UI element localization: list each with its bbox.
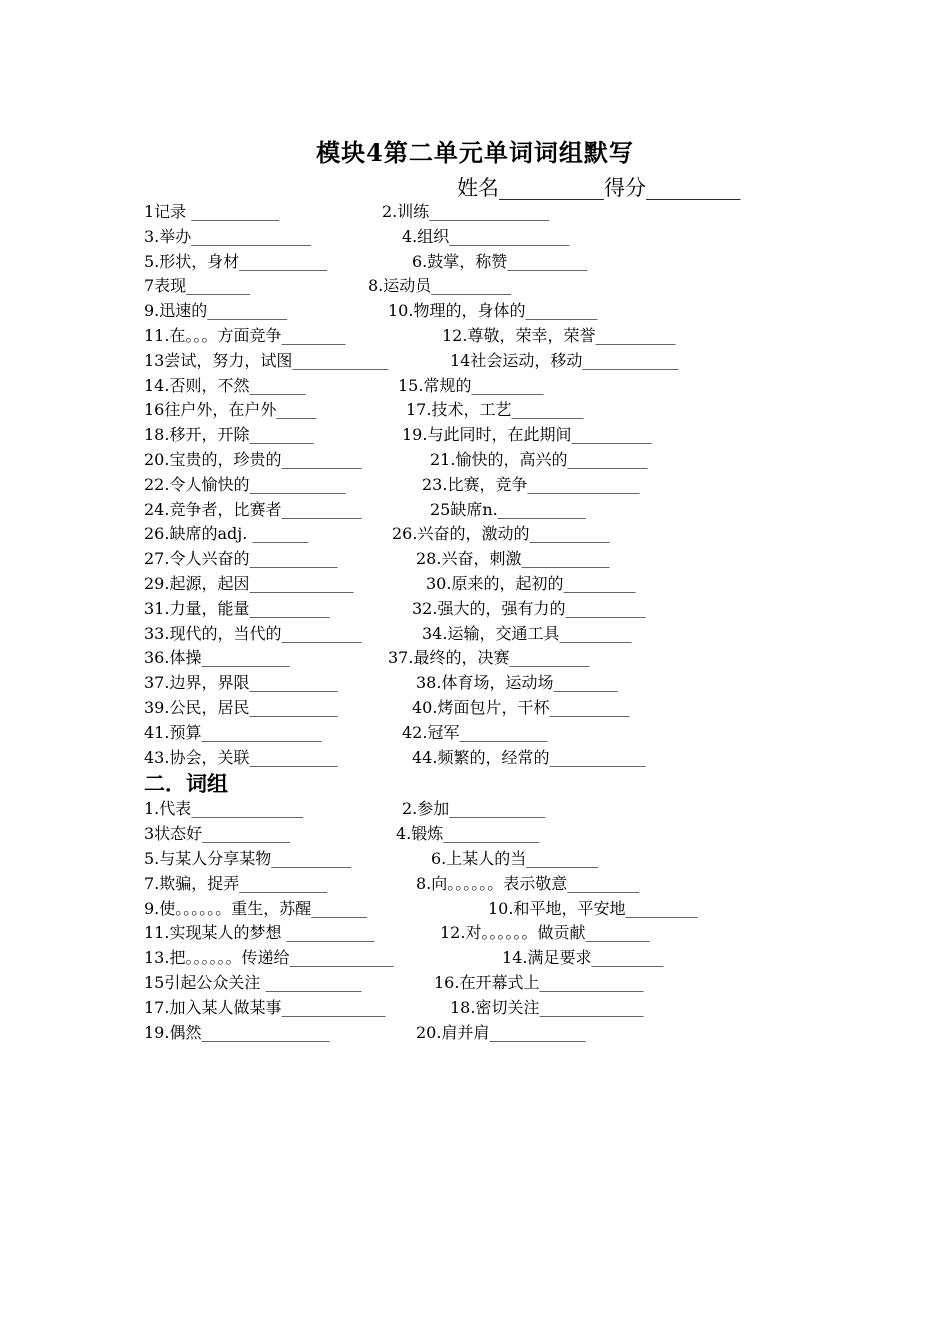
phrase-item: 4.锻炼____________ xyxy=(396,824,540,844)
word-row xyxy=(144,423,652,448)
phrase-item: 3状态好___________ xyxy=(144,824,291,844)
word-item: 43.协会，关联___________ xyxy=(144,747,338,767)
word-item: 40.烤面包片，干杯__________ xyxy=(412,697,630,717)
word-row xyxy=(144,225,570,250)
word-item: 14.否则，不然_______ xyxy=(144,375,306,395)
words-section xyxy=(144,200,679,770)
word-item: 11.在。。。方面竞争________ xyxy=(144,325,346,345)
phrases-section xyxy=(144,797,698,1045)
word-row xyxy=(144,200,550,225)
word-row xyxy=(144,274,512,299)
word-item: 15.常规的_________ xyxy=(398,375,544,395)
word-item: 25缺席n.___________ xyxy=(430,499,586,519)
word-row xyxy=(144,522,610,547)
word-item: 34.运输，交通工具_________ xyxy=(422,623,632,643)
word-row xyxy=(144,572,636,597)
word-item: 21.愉快的，高兴的__________ xyxy=(430,449,648,469)
phrase-item: 6.上某人的当_________ xyxy=(431,848,599,868)
phrase-row xyxy=(144,921,650,946)
word-item: 33.现代的，当代的__________ xyxy=(144,623,362,643)
word-row xyxy=(144,622,632,647)
word-item: 4.组织_______________ xyxy=(402,226,570,246)
word-row xyxy=(144,671,618,696)
word-row xyxy=(144,349,679,374)
word-item: 8.运动员__________ xyxy=(368,276,512,296)
phrase-item: 16.在开幕式上_____________ xyxy=(434,972,644,992)
word-item: 44.频繁的，经常的____________ xyxy=(412,747,646,767)
phrase-item: 12.对。。。。。。做贡献________ xyxy=(440,923,650,943)
phrase-item: 11.实现某人的梦想 ___________ xyxy=(144,923,375,943)
word-item: 37.边界，界限___________ xyxy=(144,673,338,693)
phrase-item: 20.肩并肩____________ xyxy=(416,1022,586,1042)
word-row xyxy=(144,448,648,473)
word-row xyxy=(144,547,610,572)
phrase-item: 15引起公众关注 ____________ xyxy=(144,972,362,992)
section-title-phrases: 二．词组 xyxy=(144,771,228,797)
word-item: 30.原来的，起初的_________ xyxy=(426,573,636,593)
word-row xyxy=(144,646,590,671)
word-row xyxy=(144,374,544,399)
phrase-row xyxy=(144,946,664,971)
phrase-item: 1.代表______________ xyxy=(144,799,304,819)
phrase-row xyxy=(144,971,644,996)
word-item: 10.物理的，身体的_________ xyxy=(388,301,598,321)
word-row xyxy=(144,324,676,349)
word-item: 3.举办_______________ xyxy=(144,226,312,246)
word-row xyxy=(144,696,630,721)
phrase-row xyxy=(144,996,644,1021)
phrase-item: 5.与某人分享某物__________ xyxy=(144,848,352,868)
word-item: 5.形状，身材___________ xyxy=(144,251,328,271)
word-item: 9.迅速的__________ xyxy=(144,301,288,321)
phrase-item: 13.把。。。。。。传递给_____________ xyxy=(144,948,394,968)
phrase-item: 10.和平地，平安地_________ xyxy=(488,898,698,918)
word-item: 24.竞争者，比赛者__________ xyxy=(144,499,362,519)
word-row xyxy=(144,721,548,746)
word-item: 37.最终的，决赛__________ xyxy=(388,648,590,668)
phrase-item: 17.加入某人做某事_____________ xyxy=(144,997,386,1017)
word-item: 17.技术，工艺_________ xyxy=(406,400,584,420)
word-item: 26.缺席的adj. _______ xyxy=(144,524,309,544)
word-item: 22.令人愉快的____________ xyxy=(144,474,346,494)
phrase-row xyxy=(144,822,540,847)
phrase-item: 18.密切关注_____________ xyxy=(450,997,644,1017)
word-item: 29.起源，起因_____________ xyxy=(144,573,354,593)
name-score-line: 姓名__________得分_________ xyxy=(457,176,741,200)
phrase-row xyxy=(144,797,546,822)
phrase-row xyxy=(144,847,599,872)
word-item: 36.体操___________ xyxy=(144,648,290,668)
word-item: 13尝试，努力，试图____________ xyxy=(144,350,389,370)
word-item: 7表现________ xyxy=(144,276,251,296)
word-item: 14社会运动，移动____________ xyxy=(450,350,679,370)
word-item: 20.宝贵的，珍贵的__________ xyxy=(144,449,362,469)
page-title: 模块4第二单元单词词组默写 xyxy=(316,138,634,167)
word-item: 6.鼓掌，称赞__________ xyxy=(412,251,588,271)
word-item: 42.冠军___________ xyxy=(402,722,548,742)
word-item: 28.兴奋，刺激___________ xyxy=(416,549,610,569)
word-row xyxy=(144,250,588,275)
word-item: 23.比赛，竞争______________ xyxy=(422,474,640,494)
word-item: 16往户外，在户外_____ xyxy=(144,400,317,420)
word-item: 19.与此同时，在此期间__________ xyxy=(402,425,652,445)
phrase-row xyxy=(144,897,698,922)
word-item: 39.公民，居民___________ xyxy=(144,697,338,717)
word-item: 12.尊敬，荣幸，荣誉__________ xyxy=(442,325,676,345)
phrase-row xyxy=(144,1021,586,1046)
phrase-item: 19.偶然________________ xyxy=(144,1022,330,1042)
word-item: 1记录 ___________ xyxy=(144,202,280,221)
word-item: 31.力量，能量__________ xyxy=(144,598,330,618)
word-item: 32.强大的，强有力的__________ xyxy=(412,598,646,618)
word-row xyxy=(144,498,586,523)
word-item: 38.体育场，运动场________ xyxy=(416,673,618,693)
exercise-list xyxy=(144,200,698,1045)
word-item: 27.令人兴奋的___________ xyxy=(144,549,338,569)
word-row xyxy=(144,597,646,622)
word-item: 2.训练_______________ xyxy=(382,202,550,221)
word-row xyxy=(144,299,598,324)
word-item: 41.预算_______________ xyxy=(144,722,322,742)
phrase-row xyxy=(144,872,640,897)
word-item: 26.兴奋的，激动的__________ xyxy=(392,524,610,544)
phrase-item: 9.使。。。。。。重生，苏醒_______ xyxy=(144,898,368,918)
word-row xyxy=(144,398,584,423)
phrase-item: 7.欺骗，捉弄___________ xyxy=(144,873,328,893)
word-row xyxy=(144,473,640,498)
phrase-item: 8.向。。。。。。表示敬意_________ xyxy=(416,873,640,893)
word-row xyxy=(144,746,646,771)
word-item: 18.移开，开除________ xyxy=(144,425,314,445)
phrase-item: 14.满足要求_________ xyxy=(502,948,664,968)
phrase-item: 2.参加____________ xyxy=(402,799,546,819)
